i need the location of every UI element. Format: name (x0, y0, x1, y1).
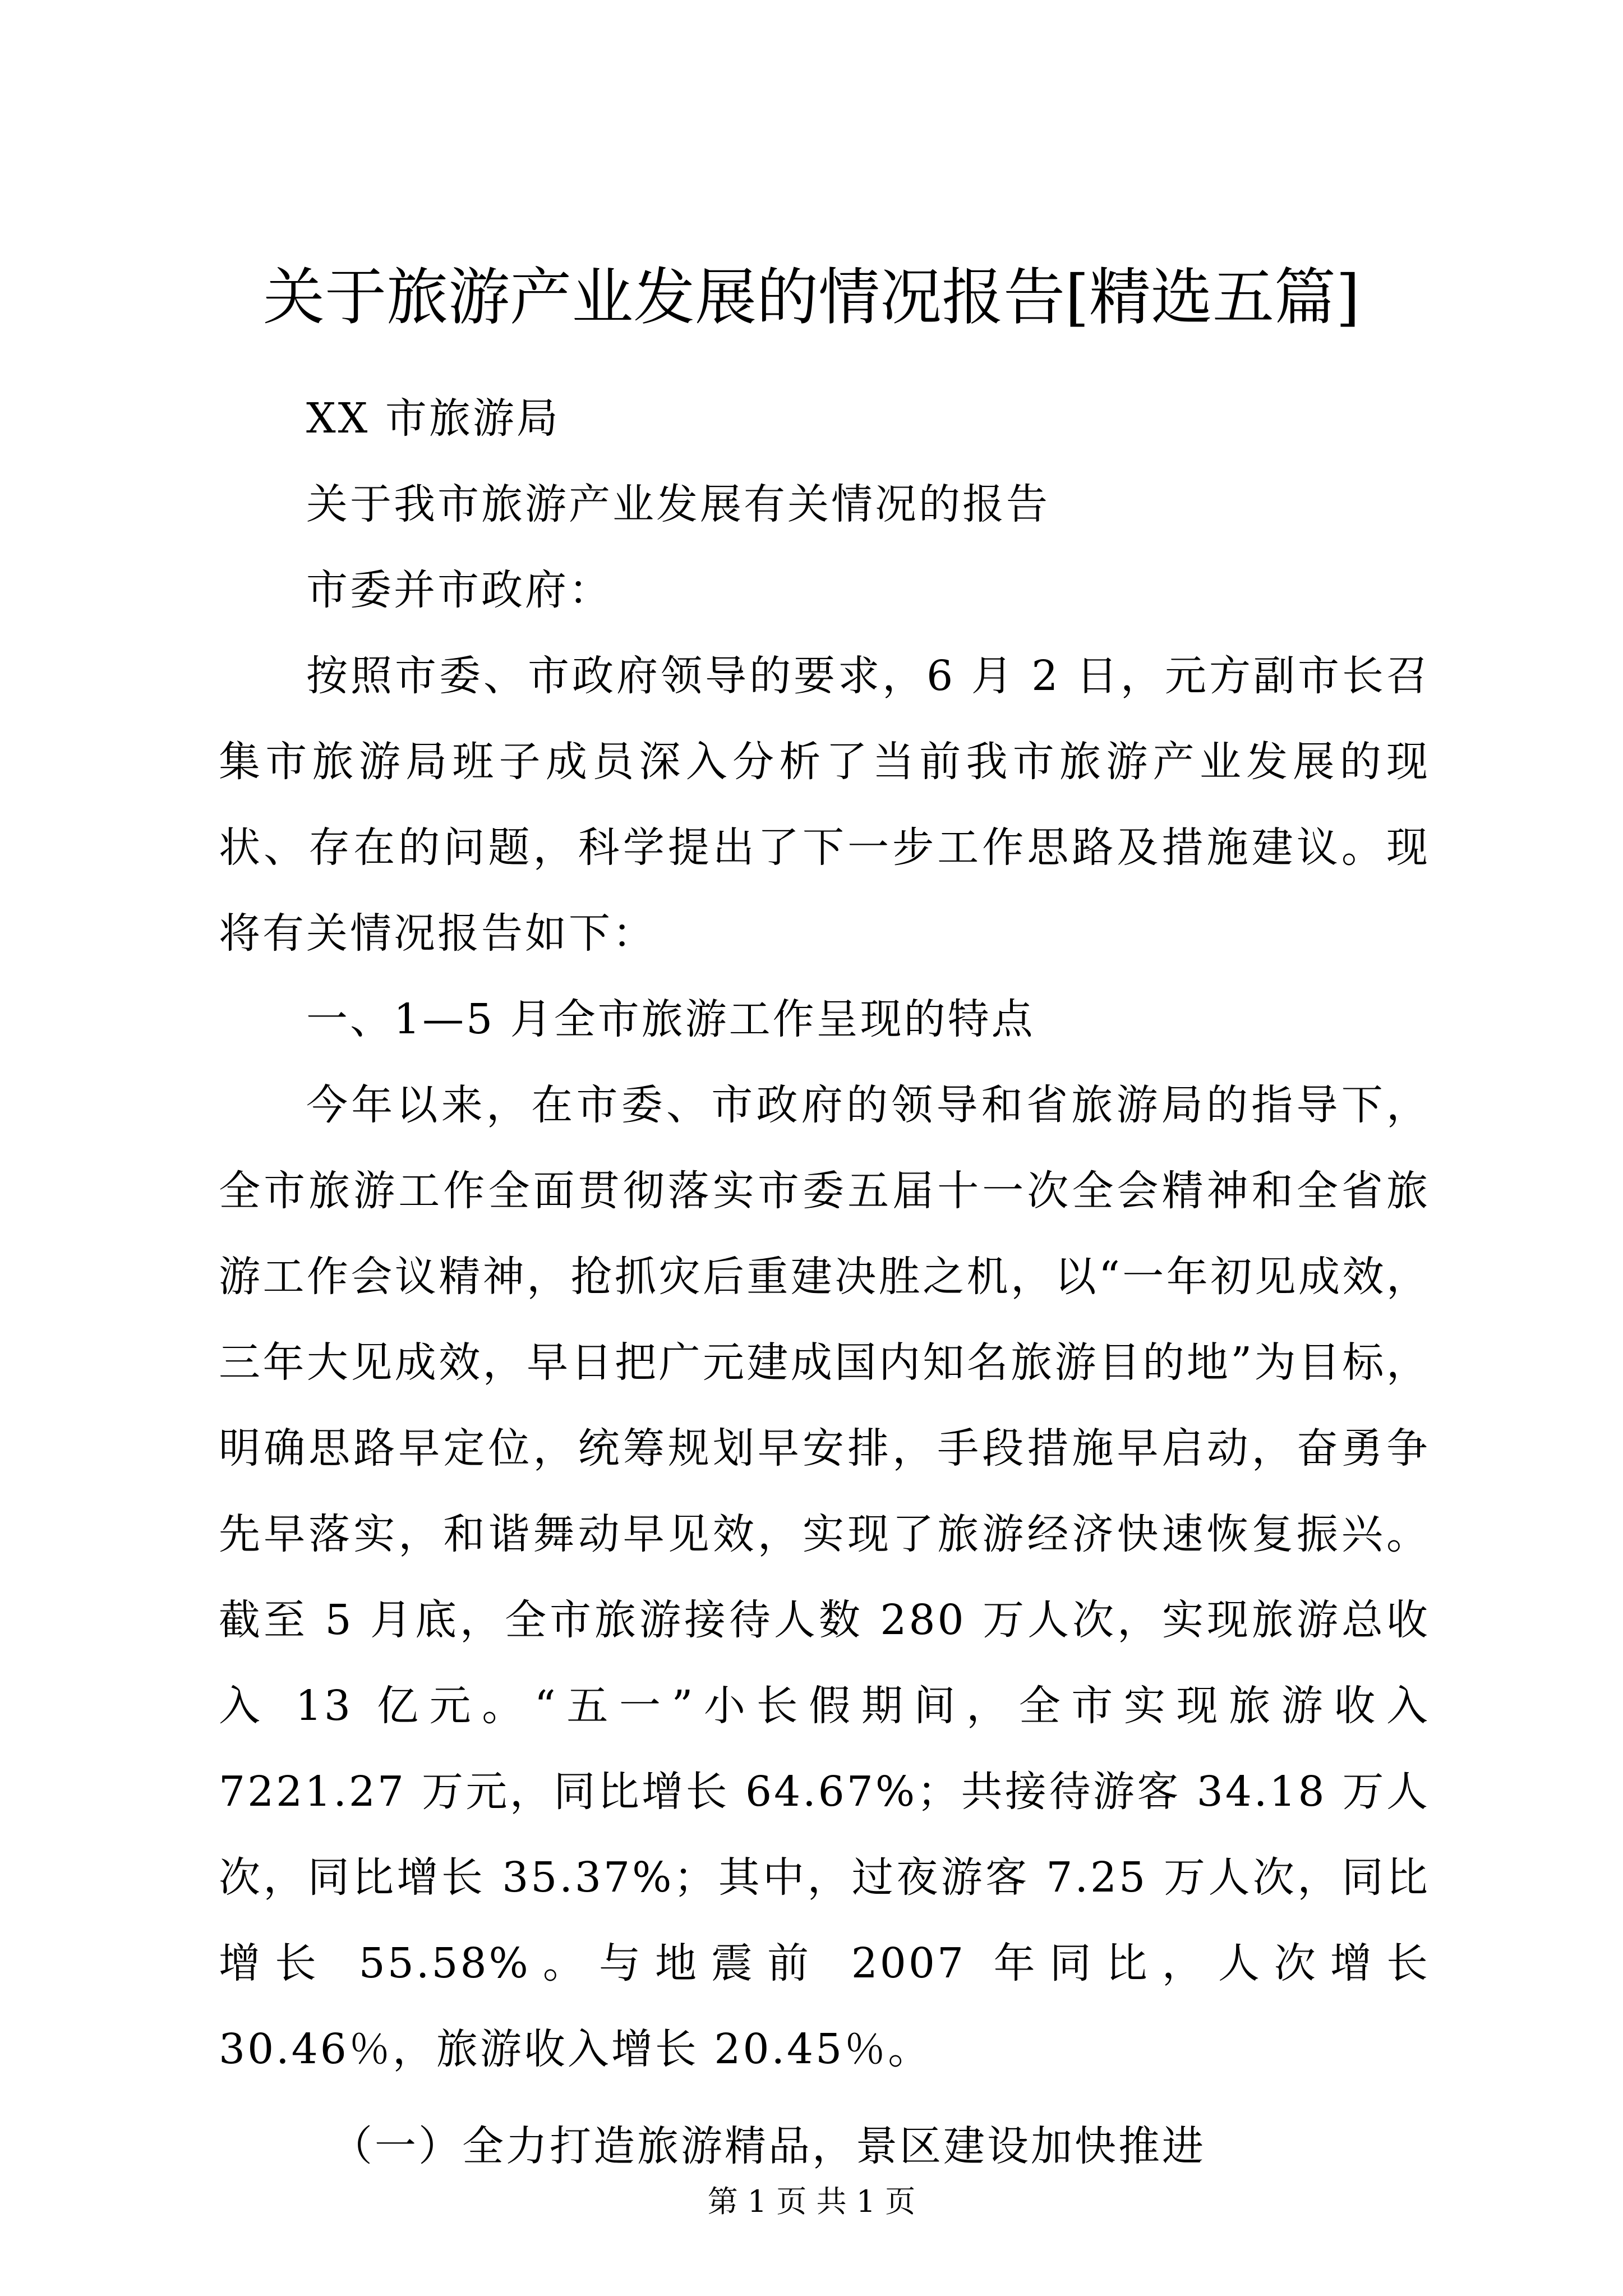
addressee: 市委并市政府： (306, 566, 612, 614)
report-subject: 关于我市旅游产业发展有关情况的报告 (306, 480, 1050, 528)
subsection-heading: （一）全力打造旅游精品，景区建设加快推进 (331, 2122, 1206, 2170)
body-paragraph: 今年以来，在市委、市政府的领导和省旅游局的指导下，全市旅游工作全面贯彻落实市委五届十一次全会精神和全省旅游工作会议精神，抢抓灾后重建决胜之机，以“一年初见成效，三年大见成效，早日把广元建成国内知名旅游目的地”为目标，明确思路早定位，统筹规划早安排，手段措施早启动，奋勇争先早落实，和谐舞动早见效，实现了旅游经济快速恢复振兴。截至 5 月底，全市旅游接待人数 280 万人次，实现旅游总收入 13 亿元。“五一”小长假期间，全市实现旅游收入 7221.27 万元，同比增长 64.67%；共接待游客 34.18 万人次，同比增长 35.37%；其中，过夜游客 7.25 万人次，同比增长 55.58%。与地震前 2007 年同比，人次增长 30.46％，旅游收入增长 20.45％。 (219, 1081, 1430, 2073)
section-heading: 一、1—5 月全市旅游工作呈现的特点 (306, 995, 1035, 1043)
page-number: 第 1 页 共 1 页 (707, 2184, 916, 2219)
document-title: 关于旅游产业发展的情况报告[精选五篇] (263, 261, 1360, 333)
document-body (219, 376, 1430, 2189)
sender-line: XX 市旅游局 (306, 394, 560, 443)
body-paragraph: 按照市委、市政府领导的要求，6 月 2 日，元方副市长召集市旅游局班子成员深入分析了当前我市旅游产业发展的现状、存在的问题，科学提出了下一步工作思路及措施建议。现将有关情况报告如下： (219, 652, 1430, 958)
